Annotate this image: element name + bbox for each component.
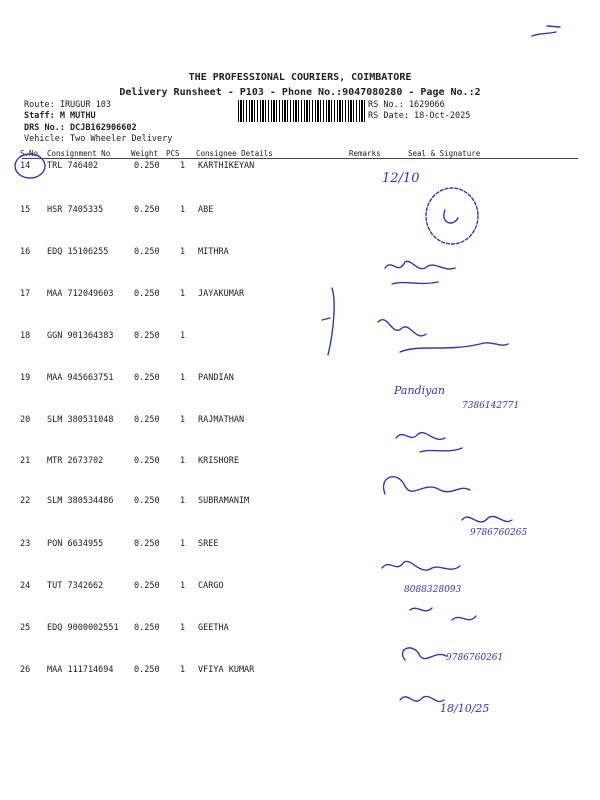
consignee-name: JAYAKUMAR [198,289,245,299]
consignment-number: EDQ 15106255 [47,247,109,257]
consignee-name: KARTHIKEYAN [198,161,255,171]
vehicle-label: Vehicle: Two Wheeler Delivery [24,134,173,144]
row-pcs: 1 [180,623,186,633]
phone-row-19: 7386142771 [462,401,520,411]
table-row [0,373,600,387]
pen-mark-corner [532,26,560,36]
row-serial: 26 [20,665,31,675]
date-row-26: 18/10/25 [440,702,490,715]
header-divider [22,158,578,159]
consignment-number: TUT 7342662 [47,581,104,591]
signature-row-23 [462,516,512,521]
row-pcs: 1 [180,161,186,171]
row-weight: 0.250 [134,581,160,591]
row-pcs: 1 [180,496,186,506]
table-row [0,205,600,219]
row-pcs: 1 [180,289,186,299]
row-weight: 0.250 [134,539,160,549]
consignment-number: MAA 945663751 [47,373,114,383]
runsheet-subtitle: Delivery Runsheet - P103 - Phone No.:9047080280 - Page No.:2 [119,87,481,98]
row-weight: 0.250 [134,289,160,299]
row-pcs: 1 [180,331,186,341]
row-weight: 0.250 [134,496,160,506]
consignee-name: VFIYA KUMAR [198,665,255,675]
row-serial: 16 [20,247,31,257]
col-header-consignee: Consignee Details [196,149,273,158]
signature-row-25 [410,608,476,620]
signature-row-16 [385,261,455,284]
row-serial: 25 [20,623,31,633]
row-pcs: 1 [180,581,186,591]
row-weight: 0.250 [134,456,160,466]
table-row [0,496,600,510]
consignment-number: GGN 901364383 [47,331,114,341]
row-weight: 0.250 [134,161,160,171]
row-serial: 21 [20,456,31,466]
consignee-name: SREE [198,539,219,549]
signature-row-22 [384,477,470,494]
phone-row-23: 9786760265 [470,528,528,538]
signature-row-24 [382,561,460,570]
row-pcs: 1 [180,539,186,549]
row-weight: 0.250 [134,373,160,383]
col-header-remarks: Remarks [349,149,381,158]
table-row [0,581,600,595]
row-pcs: 1 [180,665,186,675]
consignment-number: MAA 712049603 [47,289,114,299]
table-row [0,161,600,175]
row-serial: 23 [20,539,31,549]
consignee-name: RAJMATHAN [198,415,245,425]
row-weight: 0.250 [134,205,160,215]
row-pcs: 1 [180,373,186,383]
signature-row-26b [400,696,444,701]
row-pcs: 1 [180,247,186,257]
col-header-consignment: Consignment No [47,149,111,158]
consignee-name: SUBRAMANIM [198,496,250,506]
table-row [0,415,600,429]
rs-number: RS No.: 1629066 [368,100,445,110]
signature-row-20 [396,433,462,452]
consignment-number: EDQ 9000002551 [47,623,119,633]
consignment-number: HSR 7405335 [47,205,104,215]
col-header-pcs: PCS [166,149,180,158]
row-pcs: 1 [180,415,186,425]
row-serial: 22 [20,496,31,506]
signature-row-19: Pandiyan [394,384,445,397]
row-weight: 0.250 [134,331,160,341]
consignee-name: CARGO [198,581,224,591]
consignee-name: KRISHORE [198,456,239,466]
row-serial: 18 [20,331,31,341]
row-weight: 0.250 [134,665,160,675]
signature-row-14: 12/10 [382,171,420,186]
row-weight: 0.250 [134,415,160,425]
drs-label: DRS No.: DCJB162906602 [24,123,137,133]
consignment-number: TRL 746402 [47,161,99,171]
row-serial: 24 [20,581,31,591]
row-pcs: 1 [180,205,186,215]
row-serial: 14 [20,161,31,171]
row-weight: 0.250 [134,623,160,633]
row-serial: 17 [20,289,31,299]
table-row [0,623,600,637]
consignment-number: SLM 380534486 [47,496,114,506]
table-row [0,289,600,303]
row-serial: 19 [20,373,31,383]
consignment-number: SLM 380531048 [47,415,114,425]
signature-row-26 [403,648,446,660]
company-title: THE PROFESSIONAL COURIERS, COIMBATORE [188,72,412,83]
phone-row-26: 9786760261 [446,653,504,663]
consignment-number: MAA 111714694 [47,665,114,675]
row-pcs: 1 [180,456,186,466]
staff-label: Staff: M MUTHU [24,111,96,121]
col-header-weight: Weight [131,149,159,158]
consignment-number: PON 6634955 [47,539,104,549]
table-row [0,539,600,553]
consignee-name: PANDIAN [198,373,234,383]
col-header-seal: Seal & Signature [408,149,481,158]
table-row [0,456,600,470]
row-serial: 20 [20,415,31,425]
barcode [238,100,365,122]
table-row [0,331,600,345]
row-serial: 15 [20,205,31,215]
consignee-name: GEETHA [198,623,229,633]
consignee-name: ABE [198,205,214,215]
consignee-name: MITHRA [198,247,229,257]
rs-date: RS Date: 18-Oct-2025 [368,111,471,121]
route-label: Route: IRUGUR 103 [24,100,111,110]
phone-row-24: 8088328093 [404,585,462,595]
consignment-number: MTR 2673702 [47,456,104,466]
col-header-sr: S.No [20,149,39,158]
table-row [0,665,600,679]
table-row [0,247,600,261]
row-weight: 0.250 [134,247,160,257]
